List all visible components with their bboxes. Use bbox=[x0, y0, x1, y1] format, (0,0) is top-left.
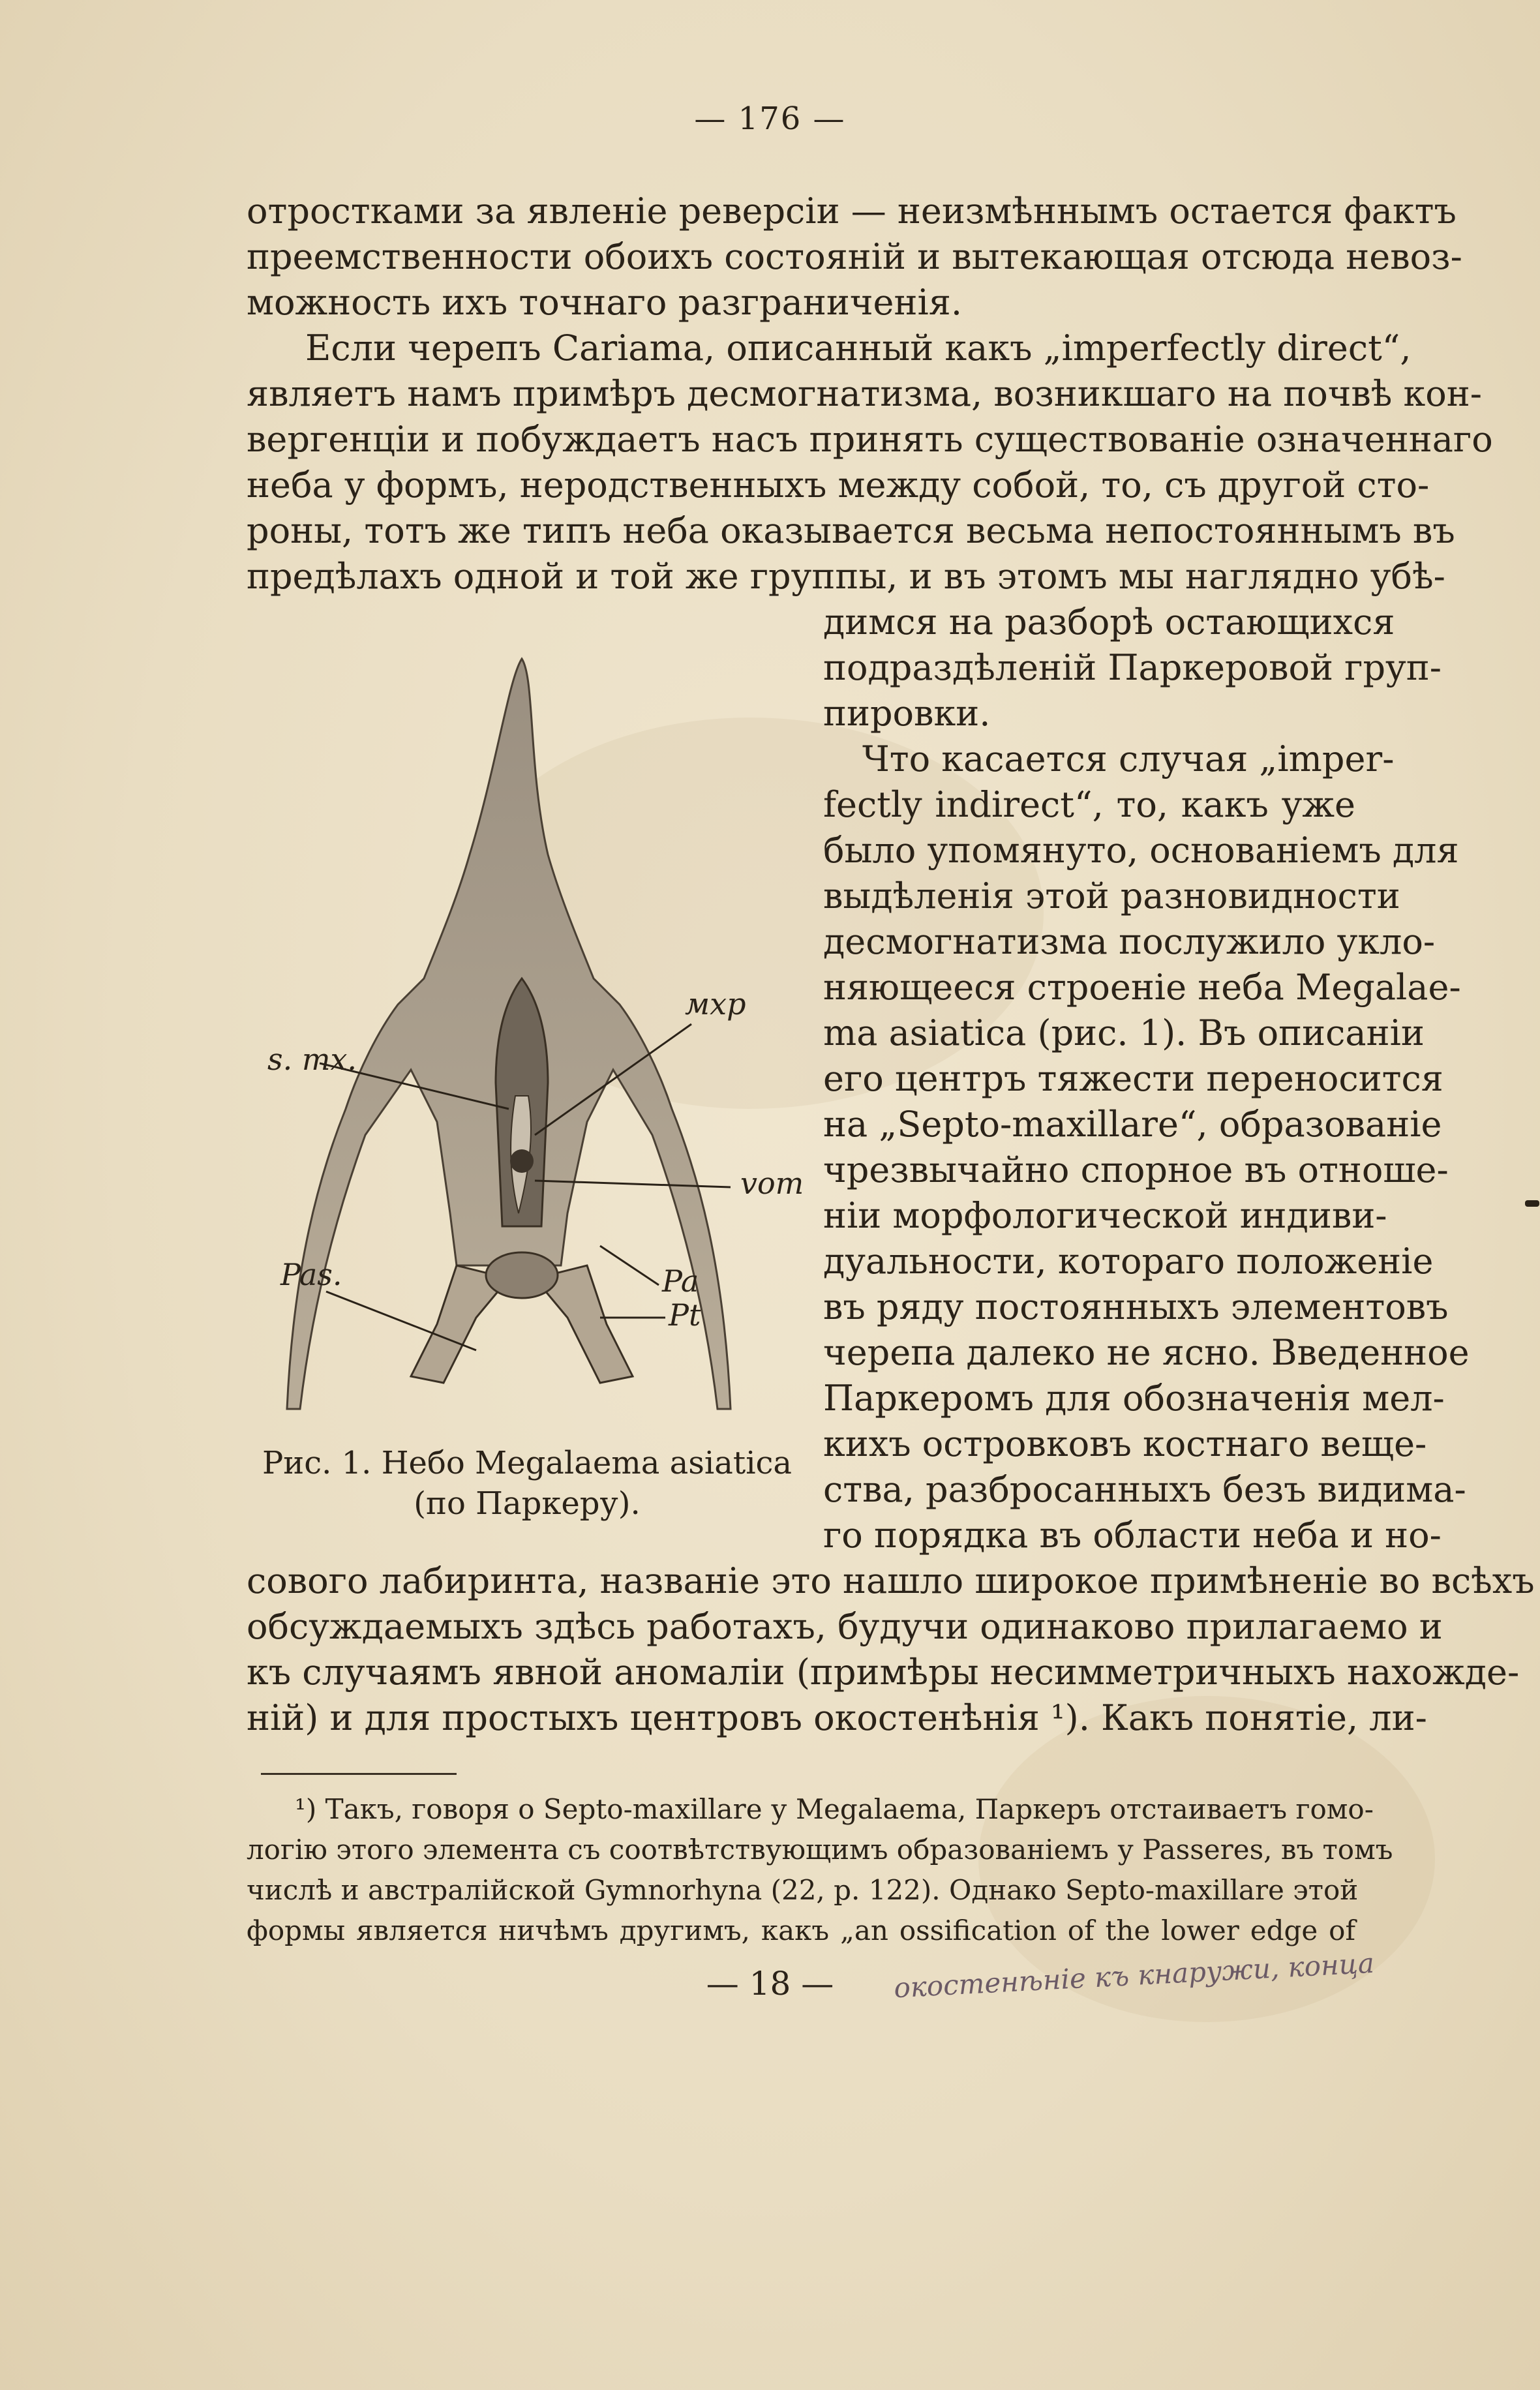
text-line: fectly indirect“, то, какъ уже bbox=[823, 784, 1355, 825]
text-line: го порядка въ области неба и но- bbox=[823, 1515, 1442, 1556]
text-line: няющееся строеніе неба Megalae- bbox=[823, 967, 1461, 1008]
text-line: предѣлахъ одной и той же группы, и въ этомъ мы наглядно убѣ- bbox=[247, 556, 1445, 597]
text-line: было упомянуто, основаніемъ для bbox=[823, 830, 1459, 871]
text-line: преемственности обоихъ состояній и вытекающая отсюда невоз- bbox=[247, 236, 1462, 277]
palate-illustration bbox=[261, 639, 809, 1435]
text-line: роны, тотъ же типъ неба оказывается весьма непостояннымъ въ bbox=[247, 510, 1455, 551]
label-pa: Pa bbox=[662, 1263, 699, 1299]
footnote-line: ¹) Такъ, говоря о Septo-maxillare у Megalaema, Паркеръ отстаиваетъ гомо- bbox=[295, 1793, 1374, 1825]
text-line: къ случаямъ явной аномаліи (примѣры несимметричныхъ нахожде- bbox=[247, 1652, 1520, 1693]
text-line: являетъ намъ примѣръ десмогнатизма, возникшаго на почвѣ кон- bbox=[247, 373, 1483, 414]
text-line: сового лабиринта, названіе это нашло широкое примѣненіе во всѣхъ bbox=[247, 1560, 1535, 1601]
label-smx: s. mx. bbox=[267, 1042, 357, 1077]
page-number-top: — 176 — bbox=[694, 100, 846, 137]
footnote-line: числѣ и австралійской Gymnorhyna (22, p. 122). Однако Septo-maxillare этой bbox=[247, 1874, 1359, 1906]
text-line: димся на разборѣ остающихся bbox=[823, 601, 1395, 643]
label-pas: Pas. bbox=[280, 1257, 342, 1292]
vomer-spot bbox=[510, 1149, 534, 1173]
text-line: можность ихъ точнаго разграниченія. bbox=[247, 282, 962, 323]
text-line: его центръ тяжести переносится bbox=[823, 1058, 1443, 1099]
text-line: неба у формъ, неродственныхъ между собой, то, съ другой сто- bbox=[247, 464, 1430, 506]
footnote-rule bbox=[261, 1773, 457, 1775]
footnote-line: формы является ничѣмъ другимъ, какъ „an ossification of the lower edge of bbox=[247, 1914, 1355, 1946]
text-line: кихъ островковъ костнаго веще- bbox=[823, 1423, 1427, 1464]
label-mxp: мхр bbox=[685, 986, 746, 1021]
text-line: на „Septo-maxillare“, образованіе bbox=[823, 1104, 1442, 1145]
label-vom: vom bbox=[740, 1166, 804, 1201]
pterygoid-joint bbox=[486, 1252, 558, 1298]
text-line: ma asiatica (рис. 1). Въ описаніи bbox=[823, 1012, 1425, 1053]
figure-caption-line2: (по Паркеру). bbox=[414, 1485, 641, 1522]
text-line: Если черепъ Cariama, описанный какъ „imperfectly direct“, bbox=[305, 327, 1412, 369]
text-line: Что касается случая „imper- bbox=[862, 738, 1395, 779]
page-number-bottom: — 18 — bbox=[706, 1965, 834, 2003]
text-line: въ ряду постоянныхъ элементовъ bbox=[823, 1286, 1449, 1327]
text-line: вергенціи и побуждаетъ насъ принять существованіе означеннаго bbox=[247, 419, 1493, 460]
footnote-line: логію этого элемента съ соотвѣтствующимъ образованіемъ у Passeres, въ томъ bbox=[247, 1834, 1393, 1866]
text-line: подраздѣленій Паркеровой груп- bbox=[823, 647, 1442, 688]
label-pt: Pt bbox=[669, 1297, 701, 1333]
text-line: Паркеромъ для обозначенія мел- bbox=[823, 1378, 1445, 1419]
text-line: ній) и для простыхъ центровъ окостенѣнія ¹). Какъ понятіе, ли- bbox=[247, 1697, 1427, 1738]
text-line: черепа далеко не ясно. Введенное bbox=[823, 1332, 1470, 1373]
text-line: обсуждаемыхъ здѣсь работахъ, будучи одинаково прилагаемо и bbox=[247, 1606, 1443, 1647]
handwritten-note: окостенѣніе къ кнаружи, конца bbox=[893, 1946, 1375, 2004]
text-line: десмогнатизма послужило укло- bbox=[823, 921, 1436, 962]
figure-caption-line1: Рис. 1. Небо Megalaema asiatica bbox=[262, 1445, 793, 1481]
text-line: выдѣленія этой разновидности bbox=[823, 875, 1400, 916]
text-line: отростками за явленіе реверсіи — неизмѣннымъ остается фактъ bbox=[247, 190, 1457, 232]
text-line: ніи морфологической индиви- bbox=[823, 1195, 1387, 1236]
text-line: пировки. bbox=[823, 693, 991, 734]
edge-mark bbox=[1525, 1200, 1539, 1207]
text-line: дуальности, котораго положеніе bbox=[823, 1241, 1434, 1282]
text-line: ства, разбросанныхъ безъ видима- bbox=[823, 1469, 1466, 1510]
text-line: чрезвычайно спорное въ отноше- bbox=[823, 1149, 1449, 1190]
